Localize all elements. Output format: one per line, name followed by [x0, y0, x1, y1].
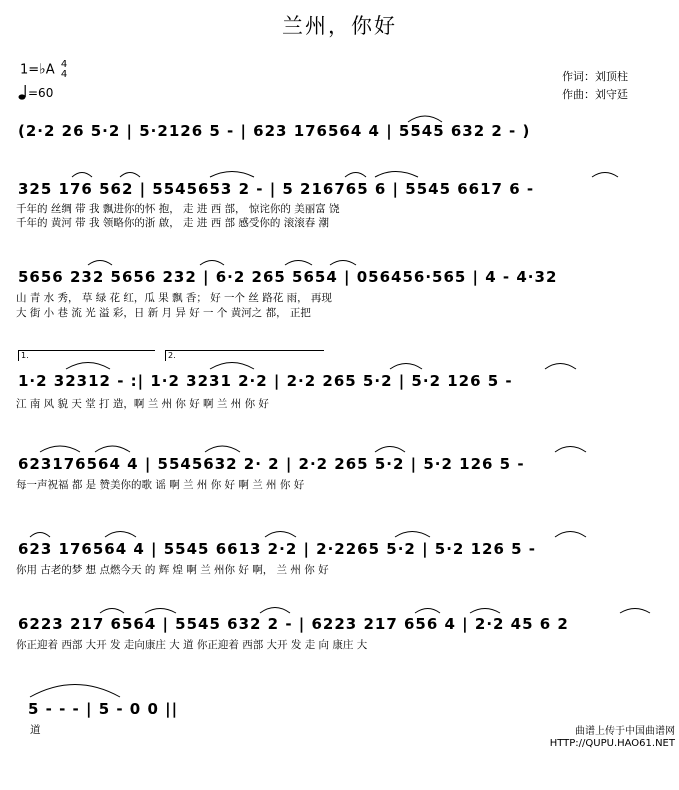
key-label: 1=	[20, 62, 40, 78]
lyric-line-1: 你用 古老的梦 想 点燃今天 的 辉 煌 啊 兰 州你 好 啊， 兰 州 你 好	[16, 564, 329, 576]
lyric-line-1: 道	[30, 724, 41, 736]
notation-line: 623 176564 4 | 5545 6613 2·2 | 2·2265 5·2 | 5·2 126 5 -	[18, 540, 536, 558]
key-note: A	[45, 62, 55, 78]
lyric-line-1: 江 南 风 貌 天 堂 打 造，啊 兰 州 你 好 啊 兰 州 你 好	[16, 398, 269, 410]
lyric-line-1: 山 青 水 秀， 草 绿 花 红，瓜 果 飘 香； 好 一个 丝 路花 雨， 再现	[16, 292, 332, 304]
song-title: 兰州，你好	[282, 14, 397, 38]
flat-icon: ♭	[39, 61, 46, 78]
lyric-line-1: 每一声祝福 都 是 赞美你的歌 谣 啊 兰 州 你 好 啊 兰 州 你 好	[16, 479, 305, 491]
lyric-line-1: 你正迎着 西部 大开 发 走向康庄 大 道 你正迎着 西部 大开 发 走 向 康庄 大	[16, 639, 368, 651]
tempo-value: =60	[28, 86, 54, 100]
notation-line: 6223 217 6564 | 5545 632 2 - | 6223 217 656 4 | 2·2 45 6 2	[18, 615, 569, 633]
watermark-line-2: HTTP://QUPU.HAO61.NET	[549, 738, 675, 749]
notation-line: (2·2 26 5·2 | 5·2126 5 - | 623 176564 4 | 5545 632 2 - )	[18, 122, 531, 140]
lyric-line-2: 大 街 小 巷 流 光 溢 彩，日 新 月 异 好 一 个 黄河之 都， 正把	[16, 307, 311, 319]
lyric-line-1: 千年的 丝绸 带 我 飘进你的怀 抱， 走 进 西 部， 惊诧你的 美丽富 饶	[16, 203, 340, 215]
composer-credit: 作曲：刘守廷	[562, 88, 628, 101]
second-ending-label: 2.	[168, 351, 176, 360]
notation-line: 1·2 32312 - :| 1·2 3231 2·2 | 2·2 265 5·2 | 5·2 126 5 -	[18, 372, 513, 390]
lyricist-credit: 作词：刘顶柱	[562, 70, 628, 83]
notation-line: 623176564 4 | 5545632 2· 2 | 2·2 265 5·2 | 5·2 126 5 -	[18, 455, 525, 473]
watermark-line-1: 曲谱上传于中国曲谱网	[575, 726, 675, 737]
notation-line: 5656 232 5656 232 | 6·2 265 5654 | 056456·565 | 4 - 4·32	[18, 268, 558, 286]
first-ending-label: 1.	[21, 351, 29, 360]
lyric-line-2: 千年的 黄河 带 我 领略你的浙 啟， 走 进 西 部 感受你的 滚滚春 潮	[16, 217, 330, 229]
notation-line: 325 176 562 | 5545653 2 - | 5 216765 6 | 5545 6617 6 -	[18, 180, 535, 198]
site-watermark	[550, 726, 675, 750]
time-bottom: 4	[60, 69, 68, 80]
time-top: 4	[60, 59, 68, 70]
notation-line: 5 - - - | 5 - 0 0 ||	[28, 700, 179, 718]
